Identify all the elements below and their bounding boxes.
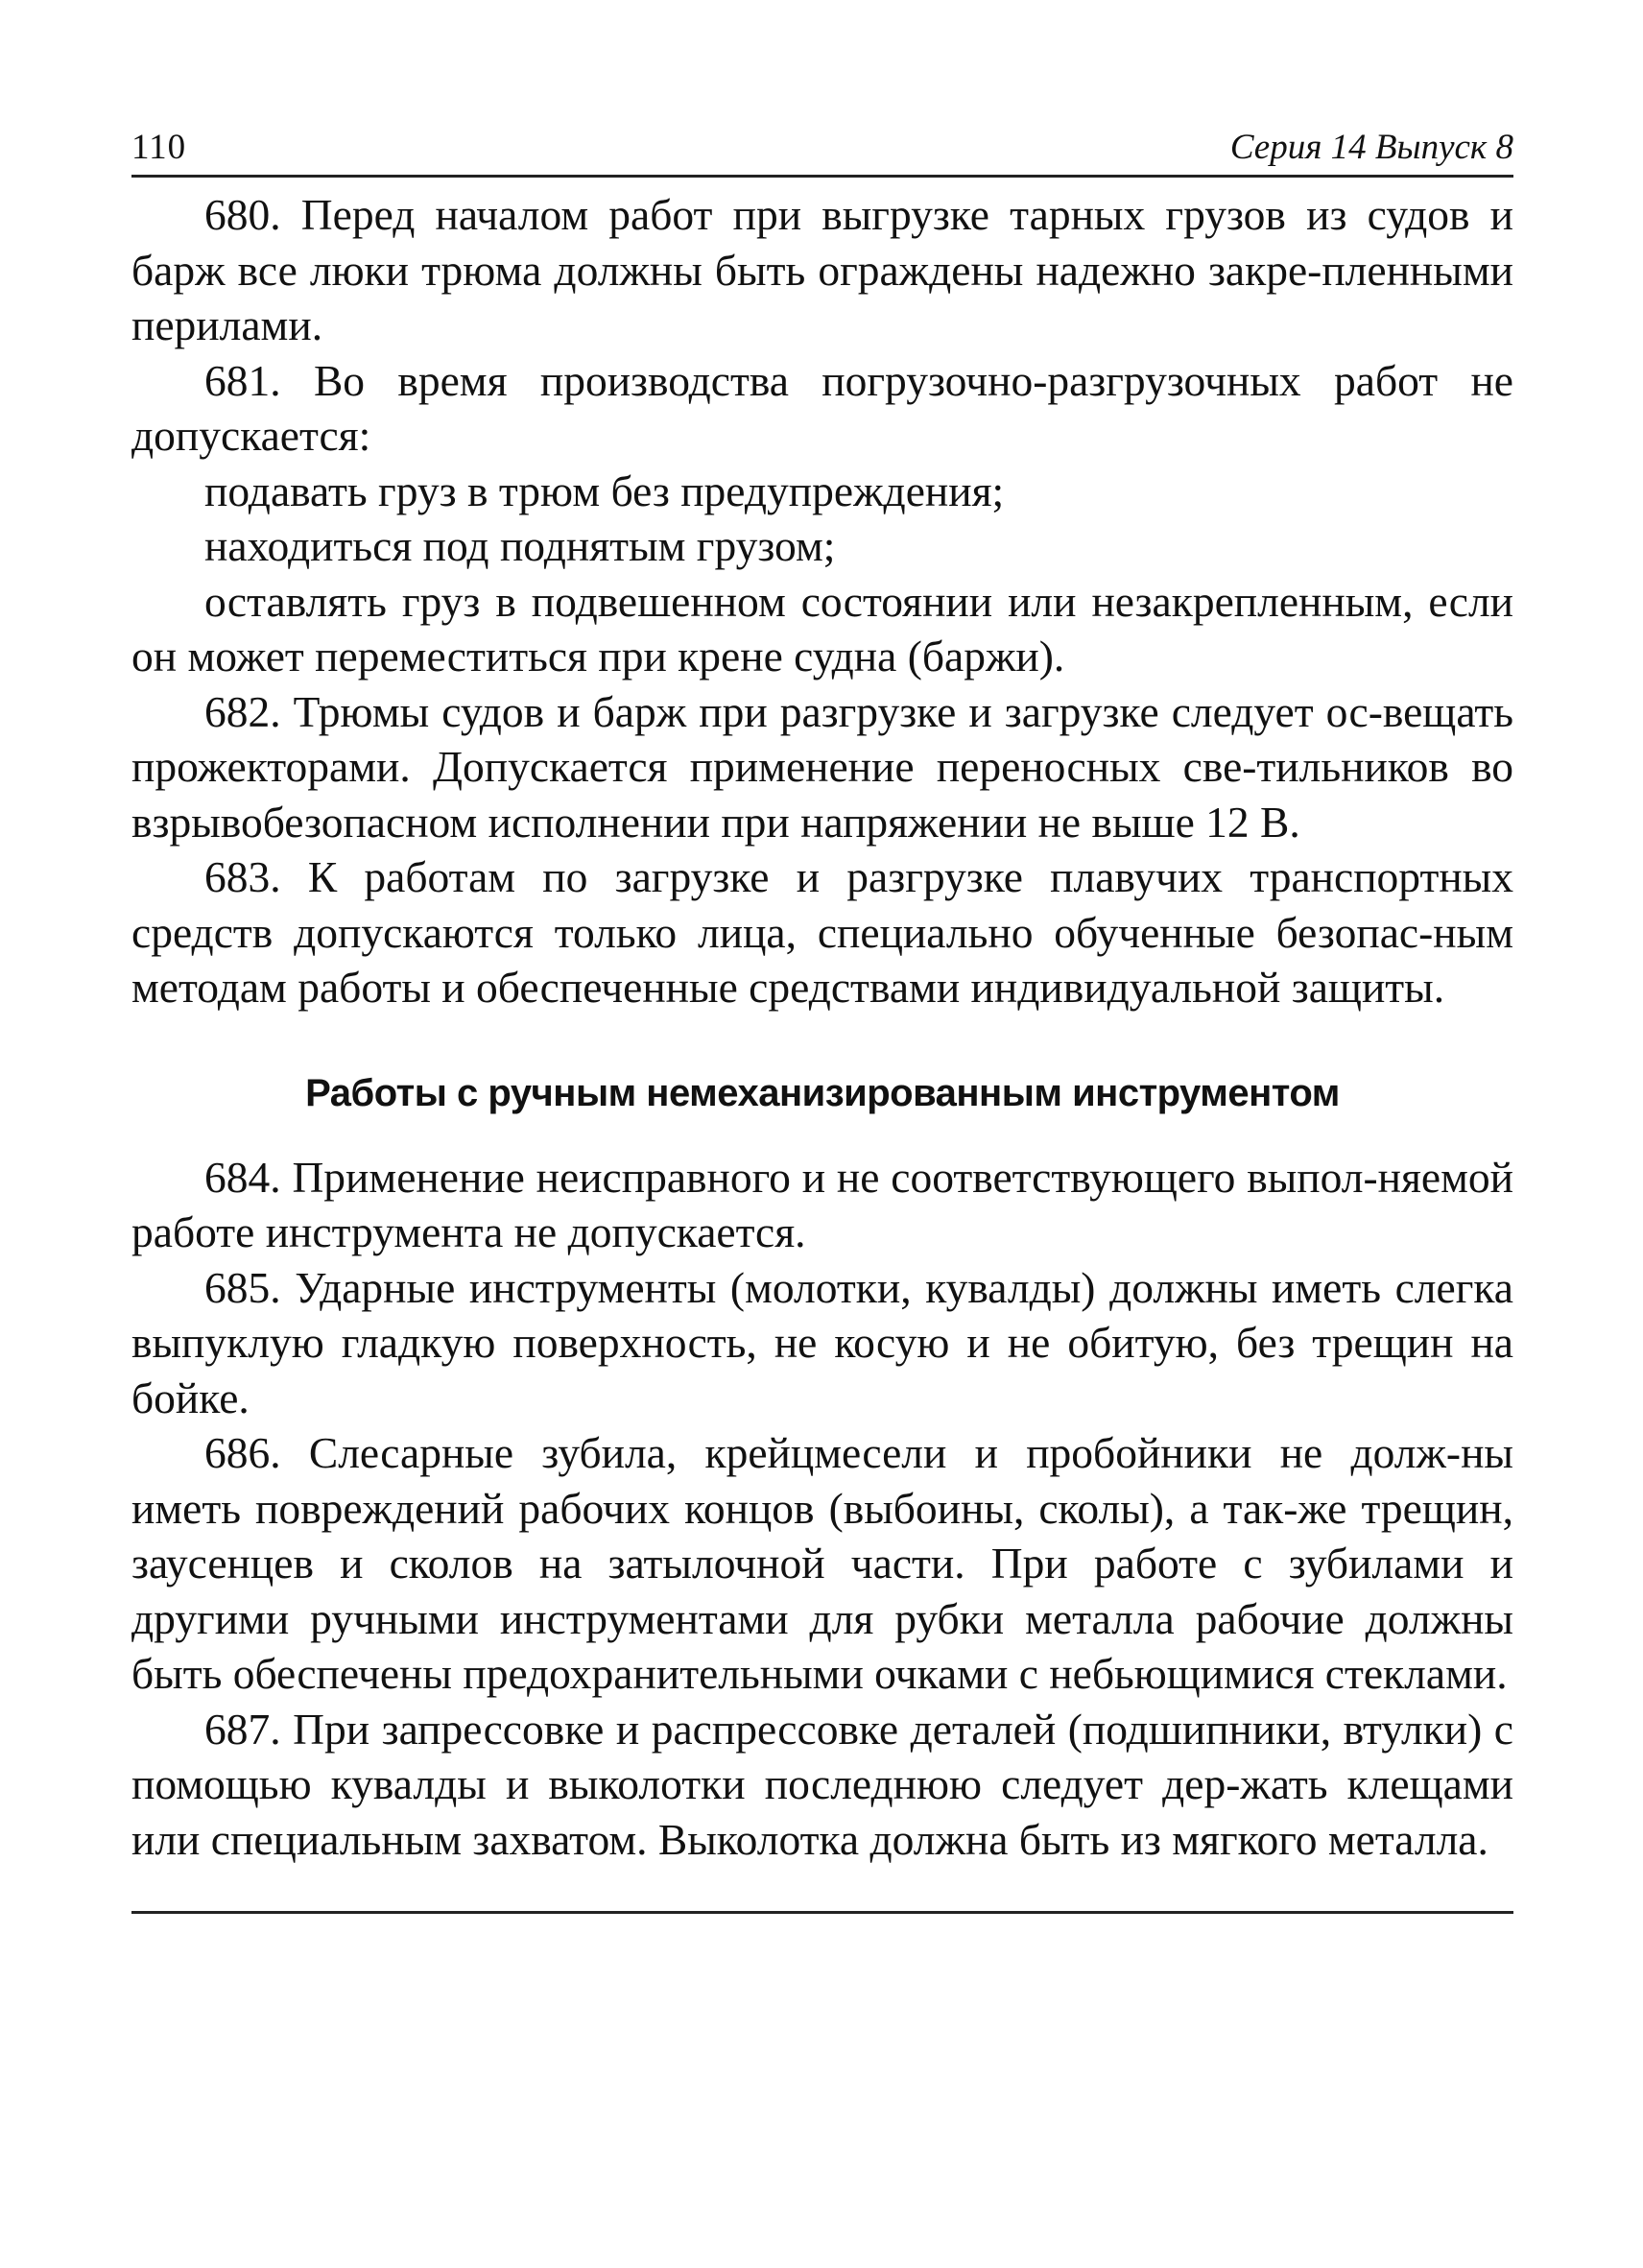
running-header	[131, 123, 1513, 178]
series-title: Серия 14 Выпуск 8	[1229, 128, 1513, 167]
paragraph-685: 685. Ударные инструменты (молотки, кувалды) должны иметь слегка выпуклую гладкую поверхность, не косую и не обитую, без трещин на бойке.	[131, 1262, 1513, 1422]
paragraph-684: 684. Применение неисправного и не соответствующего выпол-няемой работе инструмента не допускается.	[131, 1152, 1513, 1256]
section-heading: Работы с ручным немеханизированным инструментом	[305, 1071, 1340, 1114]
paragraph-681: 681. Во время производства погрузочно-разгрузочных работ не допускается:	[131, 355, 1513, 460]
list-item: подавать груз в трюм без предупреждения;	[204, 466, 1005, 515]
paragraph-686: 686. Слесарные зубила, крейцмесели и пробойники не долж-ны иметь повреждений рабочих концов (выбоины, сколы), а так-же трещин, заусенцев и сколов на затылочной части. При работе с зубилами и другими ручными инструментами для рубки металла рабочие должны быть обеспечены предохранительными очками с небьющимися стеклами.	[131, 1428, 1513, 1698]
document-page	[131, 123, 1513, 1914]
list-item: находиться под поднятым грузом;	[204, 521, 836, 570]
paragraph-680: 680. Перед началом работ при выгрузке тарных грузов из судов и барж все люки трюма должны быть ограждены надежно закре-пленными перилами.	[131, 190, 1513, 349]
paragraph-683: 683. К работам по загрузке и разгрузке плавучих транспортных средств допускаются только лица, специально обученные безопас-ным методам работы и обеспеченные средствами индивидуальной защиты.	[131, 852, 1513, 1012]
paragraph-687: 687. При запрессовке и распрессовке деталей (подшипники, втулки) с помощью кувалды и выколотки последнюю следует дер-жать клещами или специальным захватом. Выколотка должна быть из мягкого металла.	[131, 1704, 1513, 1864]
paragraph-682: 682. Трюмы судов и барж при разгрузке и загрузке следует ос-вещать прожекторами. Допускается применение переносных све-тильников во взрывобезопасном исполнении при напряжении не выше 12 В.	[131, 686, 1513, 847]
list-item: оставлять груз в подвешенном состоянии или незакрепленным, если он может переместиться при крене судна (баржи).	[131, 576, 1513, 680]
page-number: 110	[131, 128, 187, 167]
document-body	[131, 187, 1513, 1867]
footer-rule	[131, 1911, 1513, 1914]
